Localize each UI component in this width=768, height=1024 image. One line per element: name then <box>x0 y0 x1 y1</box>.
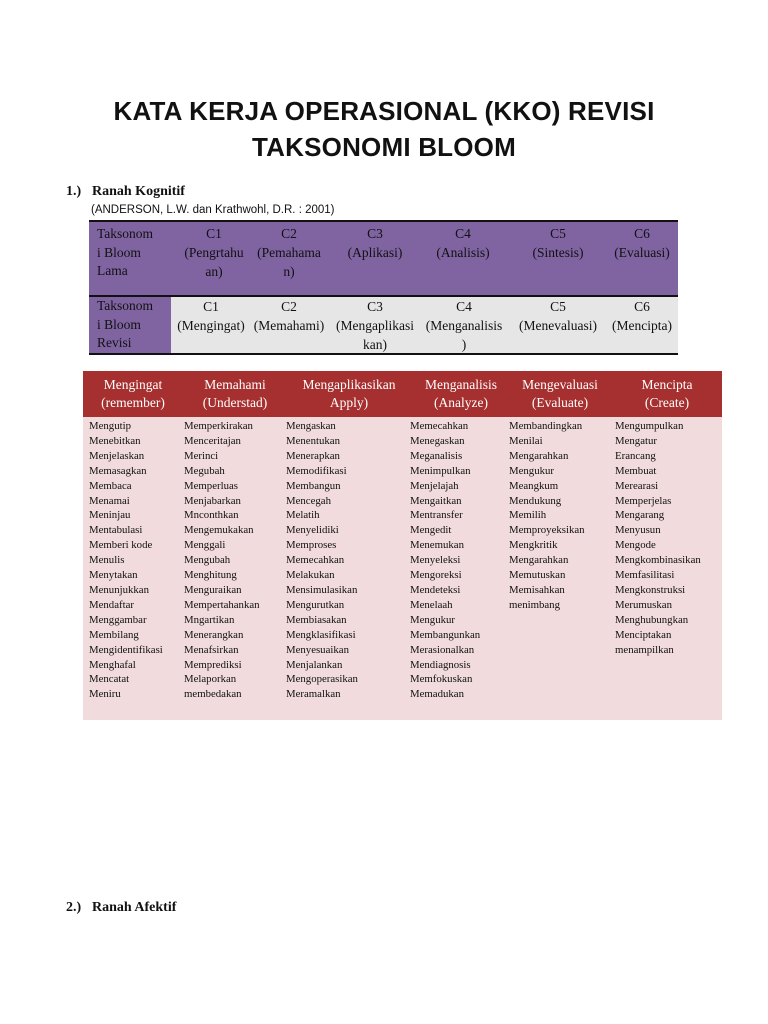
level-code: C1 <box>206 226 222 241</box>
old-level-cell <box>333 224 417 262</box>
verb-item: Meangkum <box>509 479 559 492</box>
verb-item: Memberi kode <box>89 539 153 552</box>
verb-item: Memperjelas <box>615 494 672 507</box>
column-header-mengaplikasikan: Mengaplikasikan Apply) <box>302 377 396 410</box>
verb-item: Memproyeksikan <box>509 524 585 537</box>
revised-level-cell <box>171 297 251 335</box>
verb-item: Menunjukkan <box>89 583 149 596</box>
verb-item: Mnconthkan <box>184 509 239 522</box>
verb-item: Mencatat <box>89 673 130 686</box>
verb-item: Menjelajah <box>410 479 459 492</box>
verb-item: membedakan <box>184 688 242 701</box>
verb-item: Menemukan <box>410 539 464 552</box>
verb-item: Memperkirakan <box>184 420 253 432</box>
verb-item: Mengarahkan <box>509 554 569 567</box>
verb-item: Membiasakan <box>286 613 347 626</box>
column-header-mengingat: Mengingat (remember) <box>101 377 165 410</box>
taxonomy-row-revised <box>89 295 678 355</box>
verb-item: Meganalisis <box>410 449 463 462</box>
verb-item: Merumuskan <box>615 598 672 611</box>
verb-item: Memilih <box>509 509 547 522</box>
level-code: C3 <box>367 226 383 241</box>
level-name: (Sintesis) <box>532 245 584 260</box>
verb-item: Mengukur <box>410 613 455 626</box>
verb-item: Meniru <box>89 688 121 701</box>
old-level-cell <box>175 224 253 281</box>
section-heading-kognitif <box>66 184 185 200</box>
verb-item: Mendiagnosis <box>410 658 471 671</box>
verb-item: Mengubah <box>184 554 231 567</box>
citation: (ANDERSON, L.W. dan Krathwohl, D.R. : 2001) <box>91 204 335 216</box>
verb-item: Menerangkan <box>184 628 244 641</box>
document-title-line-1: KATA KERJA OPERASIONAL (KKO) REVISI <box>113 96 655 126</box>
verb-item: Memecahkan <box>286 554 345 567</box>
verb-item: Megubah <box>184 464 225 477</box>
verb-item: Menytakan <box>89 569 138 582</box>
verb-item: Memadukan <box>410 688 464 701</box>
verb-item: menimbang <box>509 598 560 611</box>
verb-item: Menilai <box>509 434 543 447</box>
level-name: (Pemahama n) <box>257 245 321 279</box>
level-code: C2 <box>281 226 297 241</box>
level-code: C5 <box>550 226 566 241</box>
level-code: C6 <box>634 299 650 314</box>
verb-item: Mempertahankan <box>184 598 260 611</box>
revised-level-cell <box>605 297 679 335</box>
verb-item: Mengaitkan <box>410 494 462 507</box>
verb-item: Mengkritik <box>509 539 558 552</box>
verb-item: Menimpulkan <box>410 464 471 477</box>
verb-item: Menerapkan <box>286 449 340 462</box>
section-heading-afektif <box>66 900 176 916</box>
verb-item: Menguraikan <box>184 583 242 596</box>
verb-item: Mengidentifikasi <box>89 643 163 656</box>
level-code: C4 <box>456 299 472 314</box>
verb-item: Memfokuskan <box>410 673 473 686</box>
level-name: (Aplikasi) <box>347 245 403 260</box>
level-name: (Pengrtahu an) <box>184 245 244 279</box>
level-name: (Mengingat) <box>177 318 245 333</box>
row-label-revised: Taksonom i Bloom Revisi <box>97 298 154 350</box>
verb-item: Mendeteksi <box>410 583 461 596</box>
verb-item: Menebitkan <box>89 434 141 447</box>
level-code: C6 <box>634 226 650 241</box>
verb-item: Memutuskan <box>509 569 566 582</box>
verb-item: Mentabulasi <box>89 524 143 537</box>
verb-item: Mengukur <box>509 464 554 477</box>
verb-item: Menyusun <box>615 524 661 537</box>
level-code: C4 <box>455 226 471 241</box>
level-name: (Menganalisis ) <box>425 318 503 352</box>
verb-item: Menggambar <box>89 613 147 626</box>
verb-item: Mengedit <box>410 524 452 537</box>
verb-item: Mengoreksi <box>410 569 462 582</box>
column-header-mencipta: Mencipta (Create) <box>641 377 693 410</box>
old-level-cell <box>421 224 505 262</box>
verb-item: Mengarang <box>615 509 665 522</box>
verb-item: Membaca <box>89 479 132 492</box>
verb-item: Mencegah <box>286 494 331 507</box>
verb-item: Mendaftar <box>89 598 134 611</box>
verb-item: Mengode <box>615 539 656 552</box>
verb-item: Menafsirkan <box>184 643 239 656</box>
verbs-column-mengingat <box>89 419 163 702</box>
level-name: (Mencipta) <box>612 318 672 333</box>
verb-item: Mendukung <box>509 494 562 507</box>
verbs-table-header <box>83 371 722 417</box>
verb-item: Merasionalkan <box>410 643 475 656</box>
verb-item: Memproses <box>286 539 337 552</box>
old-level-cell <box>513 224 603 262</box>
verb-item: Melakukan <box>286 569 335 582</box>
level-name: (Memahami) <box>253 318 325 333</box>
verb-item: Membangun <box>286 479 341 492</box>
verb-item: Menghitung <box>184 569 237 582</box>
verb-item: Membilang <box>89 628 139 641</box>
revised-level-cell <box>249 297 329 335</box>
level-code: C2 <box>281 299 297 314</box>
verb-item: Mengkonstruksi <box>615 583 686 596</box>
old-level-cell <box>607 224 677 262</box>
verb-item: Menggali <box>184 539 226 552</box>
level-code: C3 <box>367 299 383 314</box>
section-number: 1.) <box>66 184 82 199</box>
level-name: (Analisis) <box>436 245 490 260</box>
revised-level-cell <box>419 297 509 354</box>
verb-item: Menyesuaikan <box>286 643 349 656</box>
verb-item: Membandingkan <box>509 420 583 432</box>
verb-item: Mengumpulkan <box>615 420 684 432</box>
verb-item: Menyelidiki <box>286 524 339 537</box>
verb-item: Menciptakan <box>615 628 672 641</box>
verb-item: Menegaskan <box>410 434 465 447</box>
section-number: 2.) <box>66 900 82 915</box>
verb-item: Mengemukakan <box>184 524 254 537</box>
verbs-column-mengaplikasikan <box>286 419 358 702</box>
verb-item: Melatih <box>286 509 320 522</box>
verb-item: Memodifikasi <box>286 464 347 477</box>
verb-item: Menelaah <box>410 598 453 611</box>
verb-item: Memisahkan <box>509 583 565 596</box>
section-label: Ranah Kognitif <box>92 184 185 199</box>
section-label: Ranah Afektif <box>92 900 177 915</box>
verb-item: Memperluas <box>184 479 238 492</box>
verb-item: Mengutip <box>89 420 131 432</box>
verbs-column-mengevaluasi <box>509 419 585 613</box>
verb-item: Mngartikan <box>184 613 235 626</box>
verb-item: Mengarahkan <box>509 449 569 462</box>
verb-item: Memfasilitasi <box>615 569 675 582</box>
verb-item: Menjalankan <box>286 658 343 671</box>
verb-item: Mengatur <box>615 434 657 447</box>
level-name: (Mengaplikasi kan) <box>336 318 414 352</box>
verb-item: Mengklasifikasi <box>286 628 356 641</box>
verbs-column-menganalisis <box>410 419 480 702</box>
verb-item: Menentukan <box>286 434 340 447</box>
verb-item: Mengaskan <box>286 420 336 432</box>
column-header-memahami: Memahami (Understad) <box>202 377 268 410</box>
verb-item: Mensimulasikan <box>286 583 358 596</box>
verb-item: Memecahkan <box>410 420 469 432</box>
verb-item: Meramalkan <box>286 688 341 701</box>
column-header-mengevaluasi: Mengevaluasi (Evaluate) <box>522 377 598 410</box>
verb-item: Menghubungkan <box>615 613 689 626</box>
verb-item: Memasagkan <box>89 464 147 477</box>
verb-item: Erancang <box>615 449 656 462</box>
level-name: (Evaluasi) <box>614 245 670 260</box>
document-title-line-2: TAKSONOMI BLOOM <box>252 132 516 162</box>
verb-item: Membangunkan <box>410 628 481 641</box>
revised-level-cell <box>329 297 421 354</box>
verb-item: Mengurutkan <box>286 598 345 611</box>
verb-item: Mentransfer <box>410 509 463 522</box>
verb-item: Menyeleksi <box>410 554 461 567</box>
level-code: C5 <box>550 299 566 314</box>
verb-item: Meninjau <box>89 509 131 522</box>
column-header-menganalisis: Menganalisis (Analyze) <box>425 377 497 410</box>
verb-item: Melaporkan <box>184 673 237 686</box>
level-code: C1 <box>203 299 219 314</box>
verb-item: Merearasi <box>615 479 659 492</box>
verb-item: Menjabarkan <box>184 494 241 507</box>
verb-item: Menceritajan <box>184 434 241 447</box>
verb-item: Menjelaskan <box>89 449 145 462</box>
verbs-column-mencipta <box>615 419 701 658</box>
taxonomy-row-old <box>89 220 678 297</box>
old-level-cell <box>249 224 329 281</box>
revised-level-cell <box>511 297 605 335</box>
verb-item: Merinci <box>184 449 219 462</box>
verb-item: Mengkombinasikan <box>615 554 701 567</box>
verb-item: menampilkan <box>615 643 674 656</box>
verb-item: Menulis <box>89 554 125 567</box>
verb-item: Membuat <box>615 464 657 477</box>
level-name: (Menevaluasi) <box>519 318 597 333</box>
verb-item: Menamai <box>89 494 130 507</box>
verbs-column-memahami <box>184 419 260 702</box>
verb-item: Mengoperasikan <box>286 673 358 686</box>
verb-item: Menghafal <box>89 658 136 671</box>
verb-item: Memprediksi <box>184 658 242 671</box>
row-label-old: Taksonom i Bloom Lama <box>97 226 154 278</box>
